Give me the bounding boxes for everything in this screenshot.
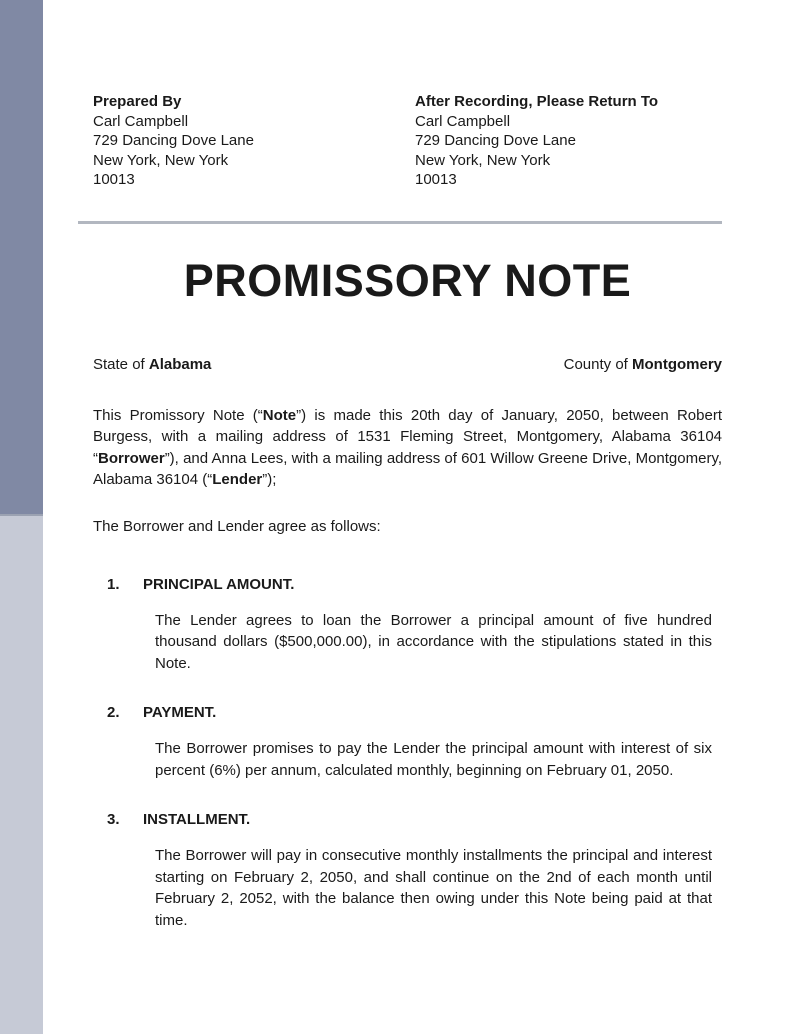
header-divider: [78, 221, 722, 224]
section-principal-amount: [93, 574, 722, 675]
document-title: PROMISSORY NOTE: [183, 254, 632, 306]
return-to-zip: 10013: [415, 171, 457, 188]
return-to-block: [415, 92, 722, 190]
section-number: 2.: [107, 704, 120, 721]
section-payment: [93, 702, 722, 781]
prepared-by-city: New York, New York: [93, 151, 229, 169]
return-to-street: 729 Dancing Dove Lane: [415, 132, 576, 149]
section-heading: [93, 574, 722, 596]
prepared-by-zip: 10013: [93, 171, 135, 188]
intro-paragraph: This Promissory Note (“Note”) is made this 20th day of January, 2050, between Robert Burgess, with a mailing address of 1531 Fleming Street, Montgomery, Alabama 36104 “Borrower”), and Anna Lees, with a mailing address of 601 Willow Greene Drive, Montgomery, Alabama 36104 (“Lender”);: [93, 406, 722, 488]
county-line: County of Montgomery: [563, 355, 722, 373]
section-number: 3.: [107, 811, 120, 828]
agreement-lead-in: The Borrower and Lender agree as follows:: [93, 517, 381, 535]
section-heading: [93, 702, 722, 724]
prepared-by-block: [93, 92, 415, 190]
section-body: The Lender agrees to loan the Borrower a principal amount of five hundred thousand dollars ($500,000.00), in accordance with the stipulations stated in this Note.: [155, 611, 712, 672]
section-heading: [93, 809, 722, 831]
left-margin-stripe-top: [0, 0, 43, 514]
section-title: INSTALLMENT.: [143, 811, 251, 828]
section-number: 1.: [107, 575, 120, 593]
prepared-by-street: 729 Dancing Dove Lane: [93, 132, 254, 149]
section-title: PRINCIPAL AMOUNT.: [143, 575, 295, 593]
jurisdiction-row: [93, 356, 722, 374]
prepared-by-label: Prepared By: [93, 93, 182, 110]
page-content: [43, 0, 800, 1034]
document-header: [93, 92, 722, 190]
return-to-city: New York, New York: [415, 151, 551, 169]
return-to-label: After Recording, Please Return To: [415, 93, 659, 110]
section-installment: [93, 809, 722, 931]
prepared-by-name: Carl Campbell: [93, 112, 189, 130]
left-margin-stripe-bottom: [0, 514, 43, 1034]
section-body: The Borrower promises to pay the Lender the principal amount with interest of six percent (6%) per annum, calculated monthly, beginning on February 01, 2050.: [155, 740, 712, 779]
section-title: PAYMENT.: [143, 704, 217, 721]
section-body: The Borrower will pay in consecutive monthly installments the principal and interest starting on February 2, 2050, and shall continue on the 2nd of each month until February 2, 2052, with the balance then owing under this Note being paid at that time.: [155, 847, 712, 929]
return-to-name: Carl Campbell: [415, 112, 511, 130]
state-line: State of Alabama: [93, 355, 212, 373]
